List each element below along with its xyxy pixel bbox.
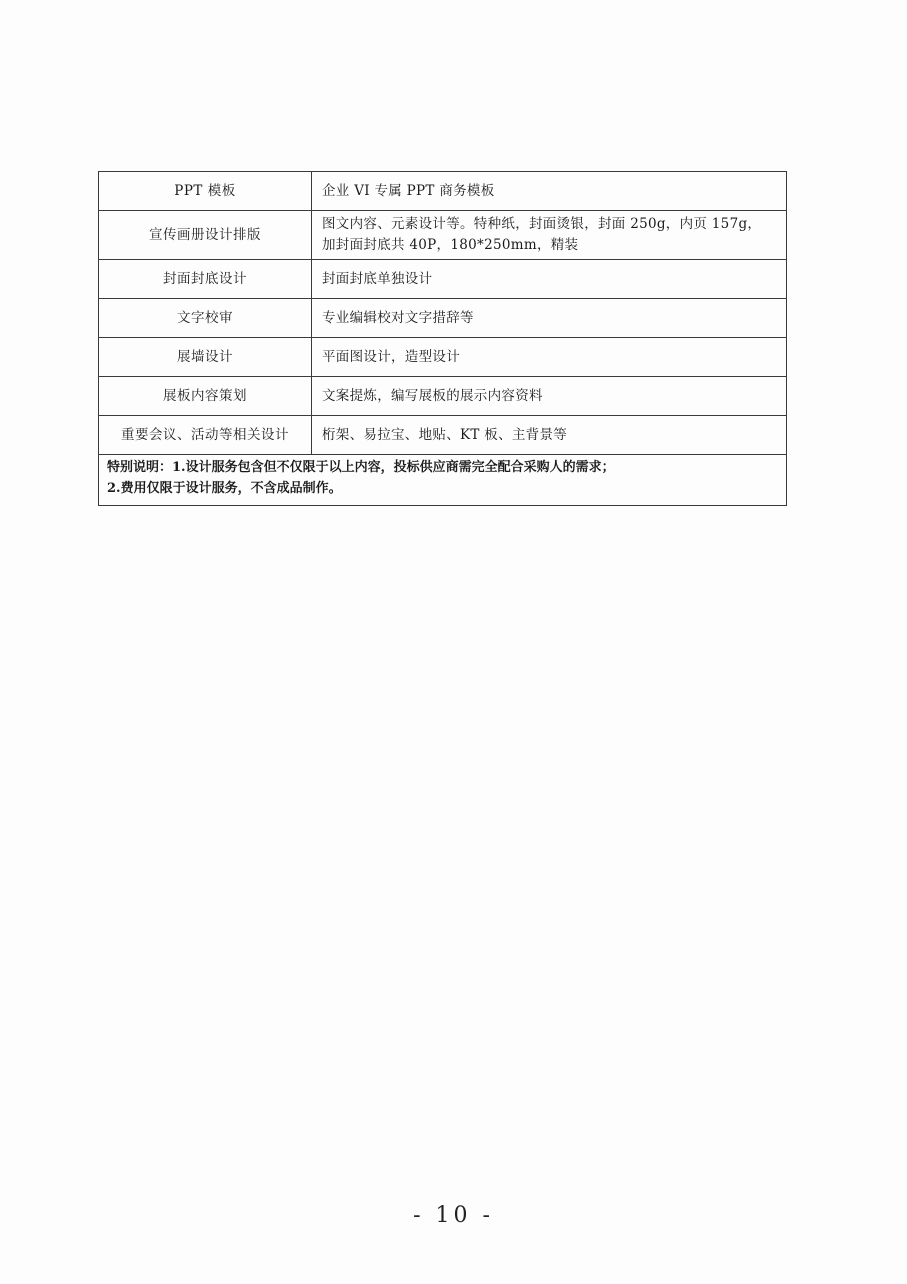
table-row <box>99 338 787 377</box>
item-name: 展墙设计 <box>99 338 312 377</box>
description-line: 平面图设计，造型设计 <box>322 348 460 365</box>
item-name: 封面封底设计 <box>99 260 312 299</box>
description-line: 图文内容、元素设计等。特种纸，封面烫银，封面 250g，内页 157g， <box>322 216 762 232</box>
note-line-2: 2.费用仅限于设计服务，不含成品制作。 <box>107 481 342 496</box>
table-row <box>99 260 787 299</box>
description-line: 封面封底单独设计 <box>322 270 433 287</box>
table-row <box>99 377 787 416</box>
item-name: 展板内容策划 <box>99 377 312 416</box>
special-note-row <box>99 455 787 506</box>
description-line: 文案提炼，编写展板的展示内容资料 <box>322 387 543 404</box>
special-note <box>99 455 787 506</box>
item-description <box>312 416 787 455</box>
item-description <box>312 260 787 299</box>
item-name: PPT 模板 <box>99 172 312 211</box>
description-line: 企业 VI 专属 PPT 商务模板 <box>322 182 495 199</box>
item-description <box>312 172 787 211</box>
page-number: - 10 - <box>413 1203 494 1228</box>
item-name: 文字校审 <box>99 299 312 338</box>
item-name: 宣传画册设计排版 <box>99 211 312 260</box>
table-row <box>99 299 787 338</box>
item-description <box>312 377 787 416</box>
item-description <box>312 338 787 377</box>
description-line: 专业编辑校对文字措辞等 <box>322 309 474 326</box>
description-line: 加封面封底共 40P，180*250mm，精装 <box>322 237 579 253</box>
table-row <box>99 211 787 260</box>
description-line: 桁架、易拉宝、地贴、KT 板、主背景等 <box>322 426 568 443</box>
item-description <box>312 211 787 260</box>
item-name: 重要会议、活动等相关设计 <box>99 416 312 455</box>
item-description <box>312 299 787 338</box>
table-row <box>99 416 787 455</box>
note-line-1: 特别说明：1.设计服务包含但不仅限于以上内容，投标供应商需完全配合采购人的需求； <box>107 460 615 475</box>
service-spec-table <box>98 171 787 506</box>
table-row <box>99 172 787 211</box>
